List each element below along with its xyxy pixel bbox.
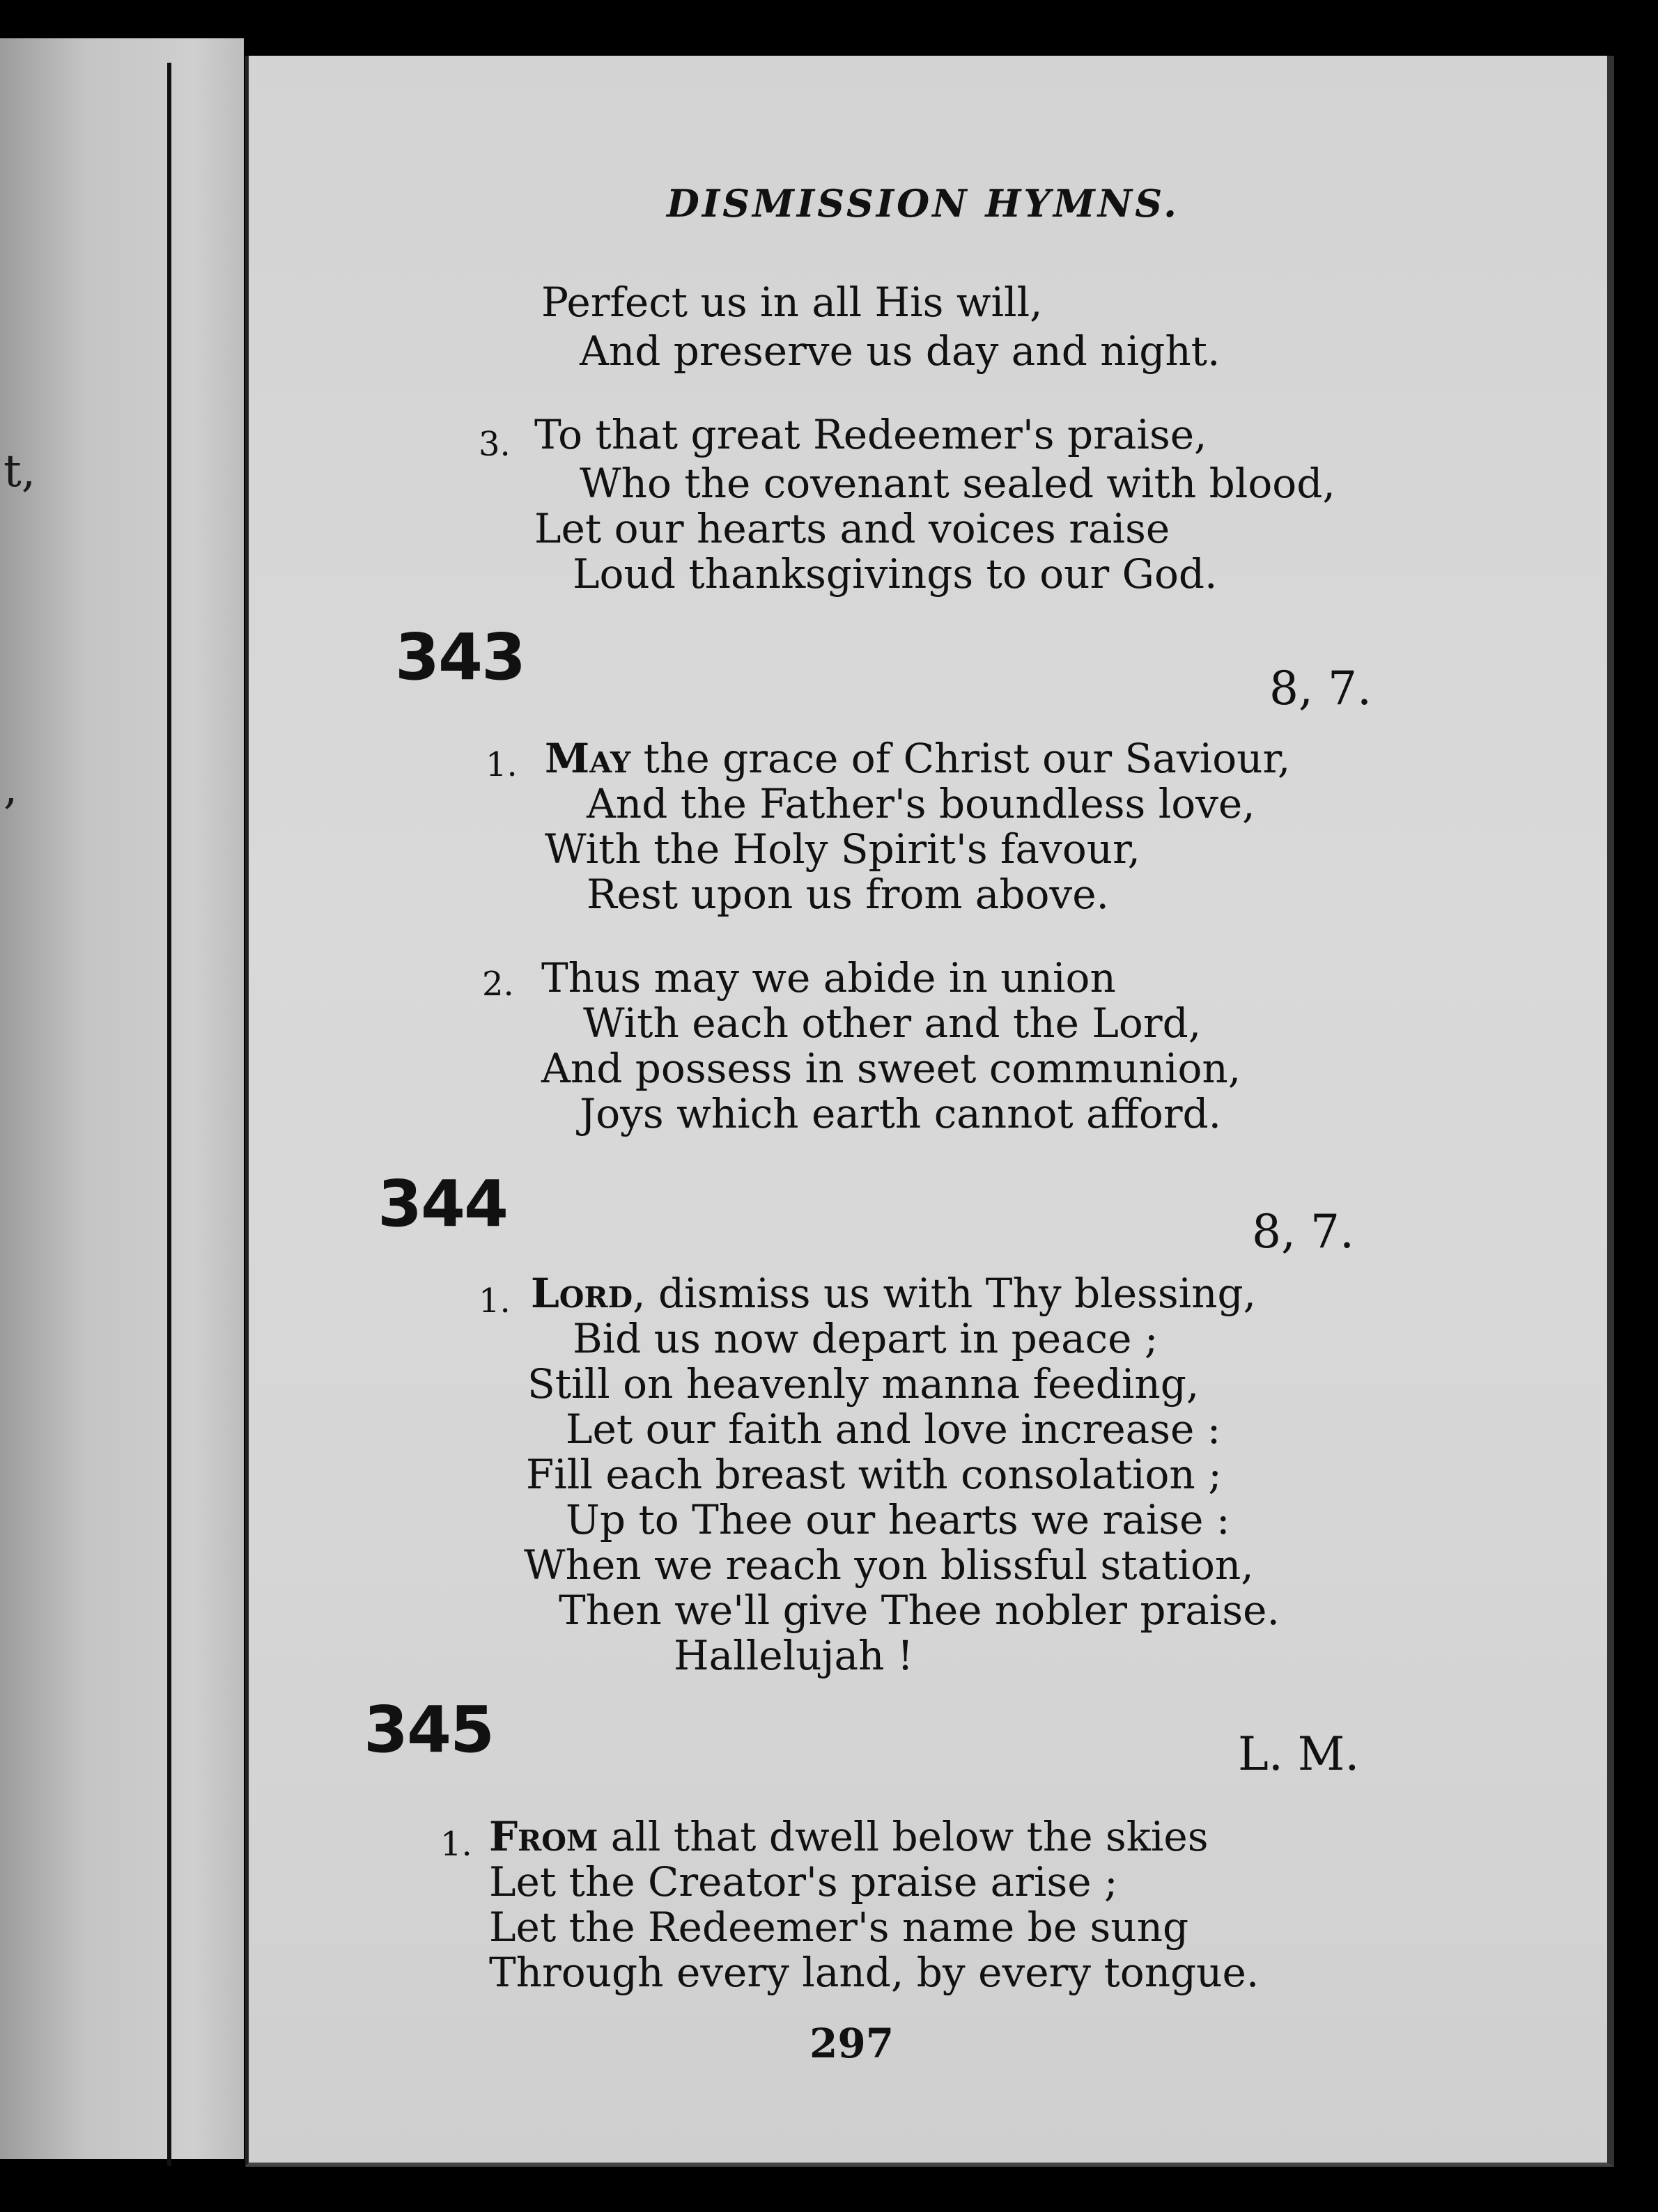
verse-line: Then we'll give Thee nobler praise. bbox=[559, 1587, 1280, 1634]
left-page-fragment: t, bbox=[3, 446, 36, 497]
verse-line: And preserve us day and night. bbox=[580, 327, 1221, 375]
hymn-meter: 8, 7. bbox=[1252, 1205, 1354, 1259]
verse-number: 1. bbox=[440, 1825, 472, 1864]
verse-line-first bbox=[531, 1270, 1257, 1317]
verse-line: Let our faith and love increase : bbox=[566, 1405, 1221, 1453]
verse-line: Fill each breast with consolation ; bbox=[526, 1451, 1222, 1498]
verse-number: 1. bbox=[479, 1282, 511, 1321]
verse-first-word: Lord bbox=[531, 1270, 633, 1317]
verse-first-rest: all that dwell below the skies bbox=[598, 1813, 1209, 1860]
page-number: 297 bbox=[809, 2020, 894, 2067]
left-page bbox=[0, 38, 244, 2159]
hymn-number: 344 bbox=[378, 1167, 508, 1241]
verse-line: When we reach yon blissful station, bbox=[524, 1541, 1254, 1589]
verse-line: Loud thanksgivings to our God. bbox=[573, 550, 1218, 598]
verse-line: Through every land, by every tongue. bbox=[489, 1949, 1260, 1996]
hymn-meter: 8, 7. bbox=[1269, 662, 1372, 715]
verse-line: And the Father's boundless love, bbox=[587, 780, 1255, 827]
running-header: DISMISSION HYMNS. bbox=[667, 181, 1179, 226]
right-page bbox=[245, 56, 1614, 2167]
verse-line: Bid us now depart in peace ; bbox=[573, 1315, 1159, 1362]
verse-line: Thus may we abide in union bbox=[541, 954, 1116, 1002]
verse-line-first bbox=[545, 735, 1291, 782]
verse-line: With each other and the Lord, bbox=[583, 999, 1202, 1047]
hymn-number: 343 bbox=[395, 620, 525, 694]
verse-first-rest: the grace of Christ our Saviour, bbox=[630, 735, 1291, 782]
verse-number: 3. bbox=[479, 425, 511, 464]
verse-first-rest: , dismiss us with Thy blessing, bbox=[633, 1270, 1257, 1317]
verse-line: Rest upon us from above. bbox=[587, 871, 1109, 918]
hymn-meter: L. M. bbox=[1238, 1727, 1360, 1781]
verse-line: Let our hearts and voices raise bbox=[534, 505, 1170, 552]
verse-line: And possess in sweet communion, bbox=[541, 1045, 1241, 1092]
verse-line-first bbox=[489, 1813, 1209, 1860]
verse-line: Hallelujah ! bbox=[674, 1632, 914, 1679]
verse-line: Still on heavenly manna feeding, bbox=[527, 1360, 1200, 1408]
hymn-number: 345 bbox=[364, 1692, 494, 1767]
verse-line: Joys which earth cannot afford. bbox=[580, 1090, 1222, 1137]
verse-line: Up to Thee our hearts we raise : bbox=[566, 1496, 1230, 1543]
verse-line: Let the Creator's praise arise ; bbox=[489, 1858, 1118, 1906]
verse-line: To that great Redeemer's praise, bbox=[534, 411, 1207, 458]
verse-number: 1. bbox=[486, 745, 518, 784]
verse-line: Perfect us in all His will, bbox=[541, 279, 1043, 326]
gutter-line bbox=[167, 63, 171, 2166]
verse-first-word: From bbox=[489, 1813, 598, 1860]
verse-first-word: May bbox=[545, 735, 631, 782]
verse-line: Let the Redeemer's name be sung bbox=[489, 1903, 1189, 1951]
verse-number: 2. bbox=[482, 965, 514, 1004]
verse-line: With the Holy Spirit's favour, bbox=[545, 825, 1140, 873]
left-page-fragment: , bbox=[3, 763, 18, 814]
verse-line: Who the covenant sealed with blood, bbox=[580, 460, 1335, 507]
